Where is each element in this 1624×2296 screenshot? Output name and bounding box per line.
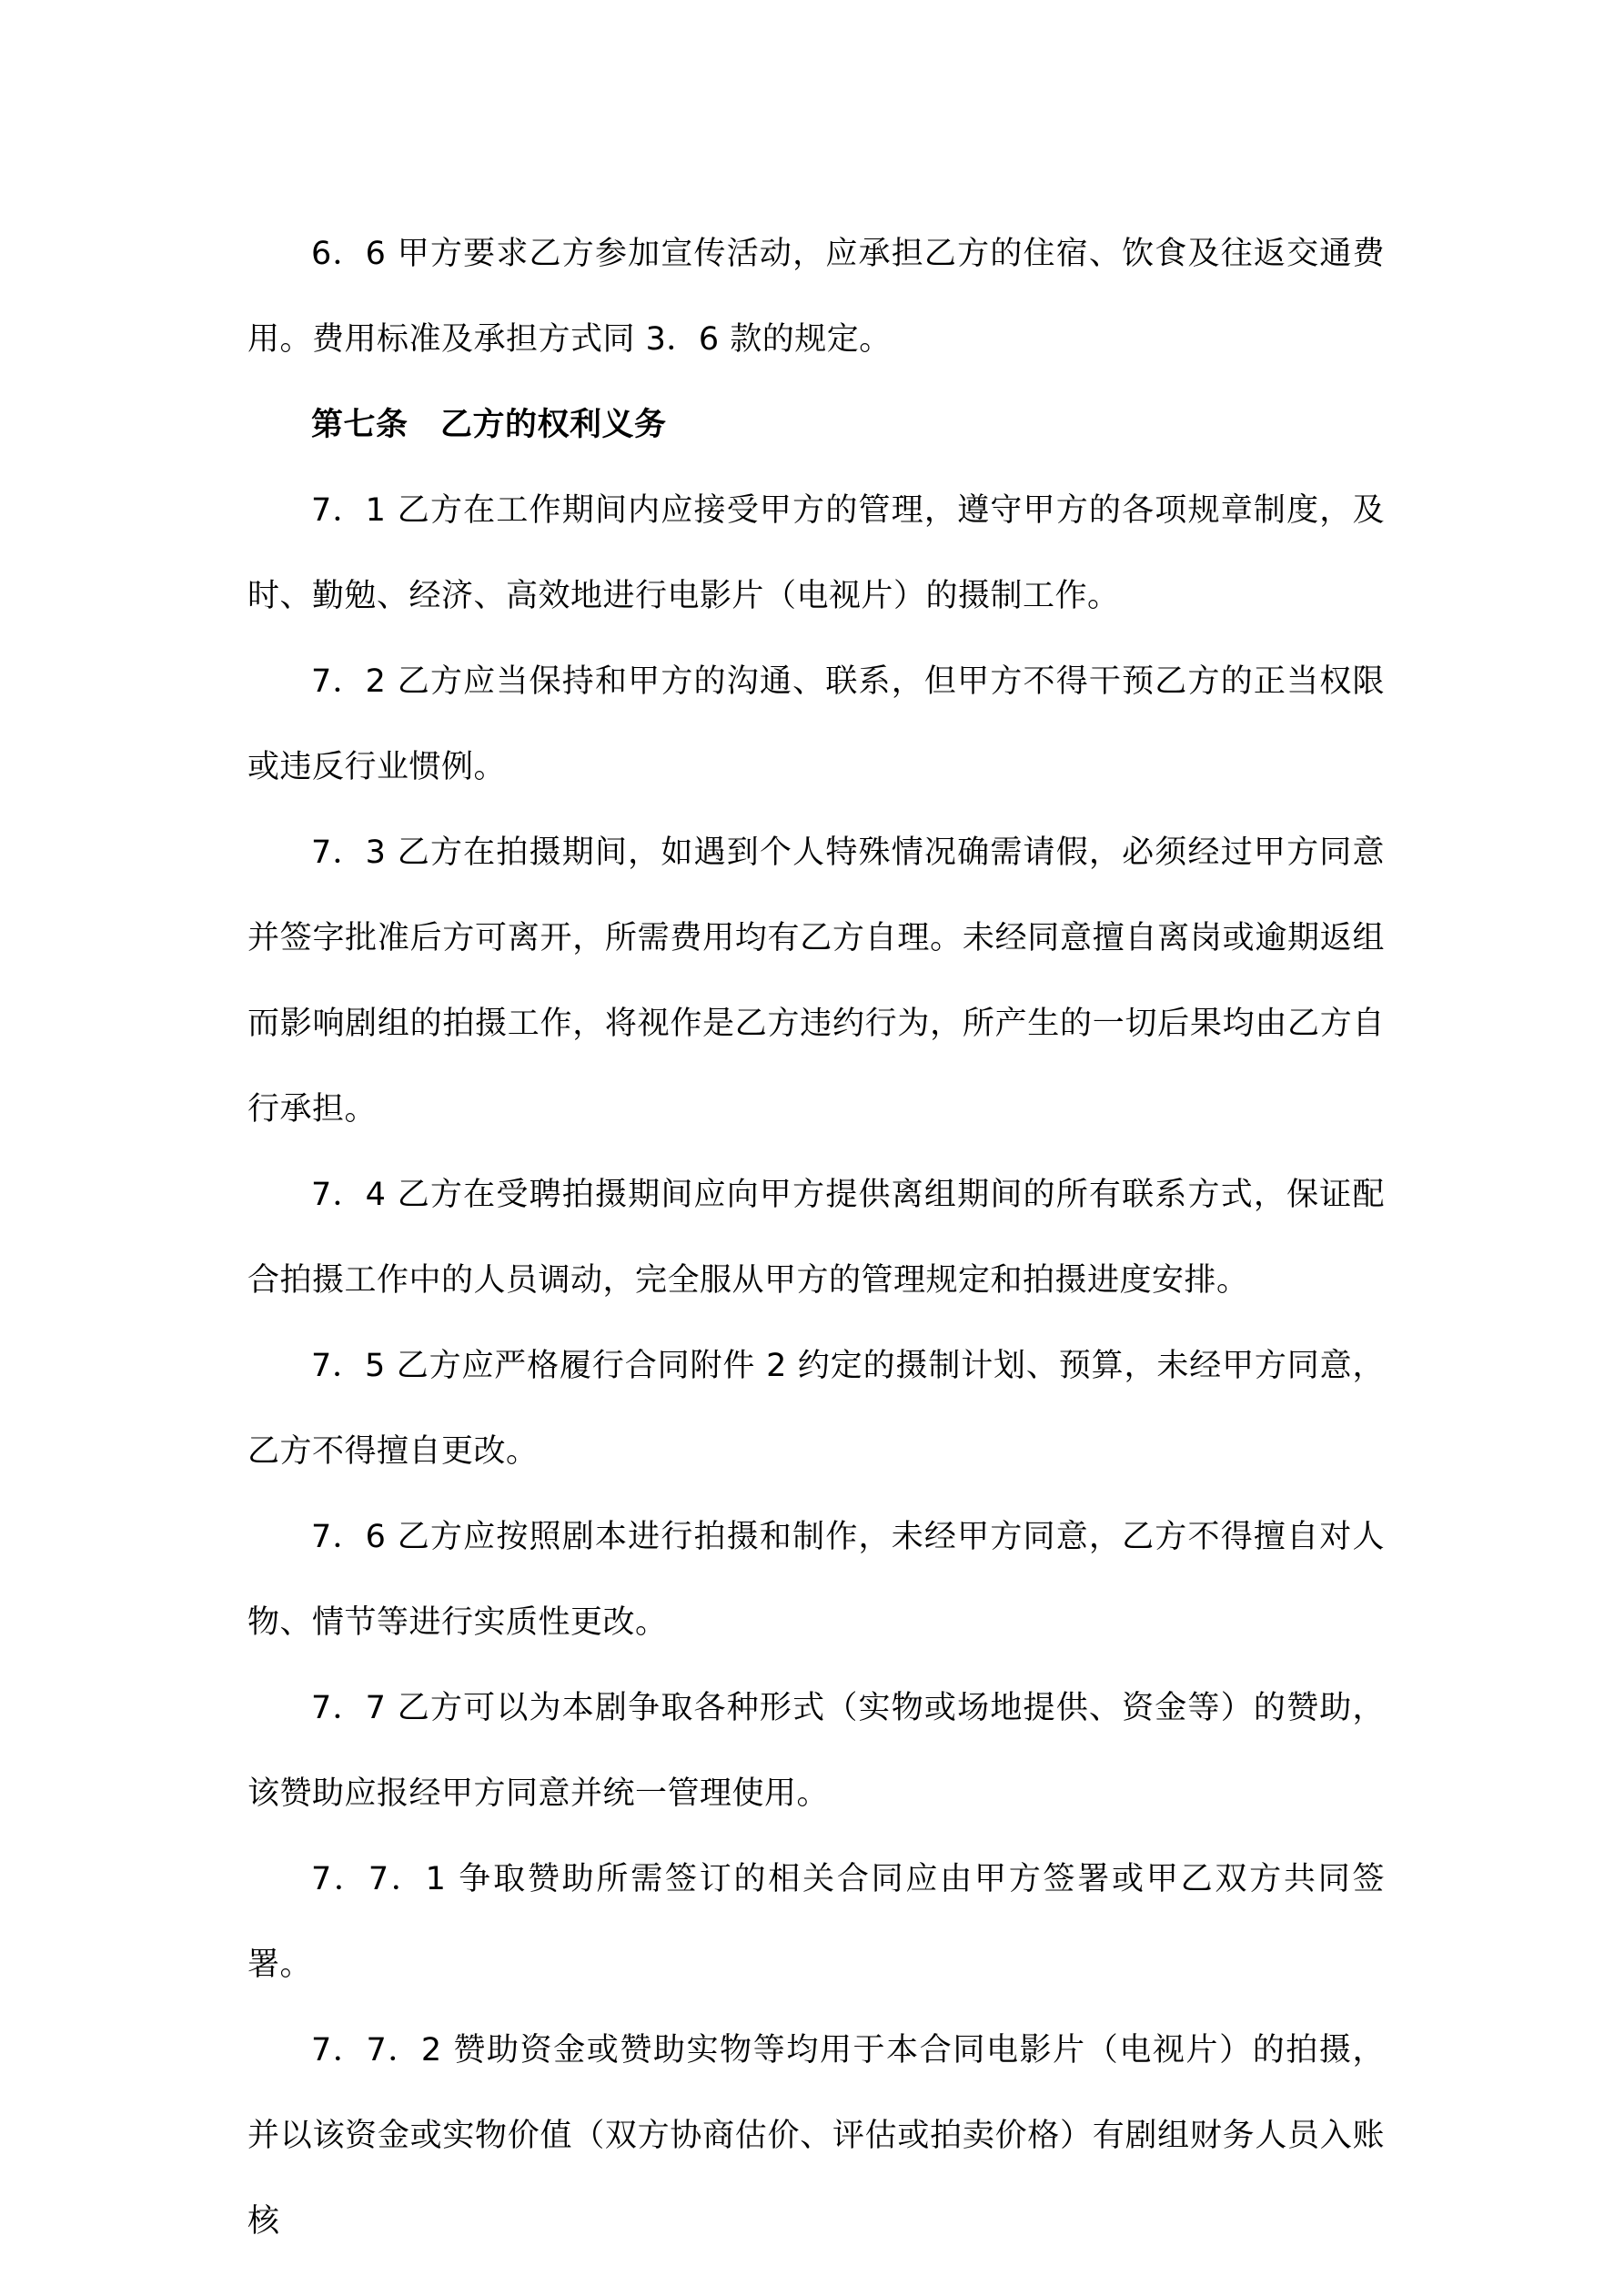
paragraph-7-7: 7．7 乙方可以为本剧争取各种形式（实物或场地提供、资金等）的赞助，该赞助应报经甲方同意并统一管理使用。 — [247, 1690, 1385, 1812]
paragraph-7-6: 7．6 乙方应按照剧本进行拍摄和制作，未经甲方同意，乙方不得擅自对人物、情节等进行实质性更改。 — [247, 1519, 1385, 1641]
paragraph-7-3: 7．3 乙方在拍摄期间，如遇到个人特殊情况确需请假，必须经过甲方同意并签字批准后方可离开，所需费用均有乙方自理。未经同意擅自离岗或逾期返组而影响剧组的拍摄工作，将视作是乙方违约行为，所产生的一切后果均由乙方自行承担。 — [247, 834, 1385, 1128]
paragraph-7-7-2: 7．7．2 赞助资金或赞助实物等均用于本合同电影片（电视片）的拍摄，并以该资金或实物价值（双方协商估价、评估或拍卖价格）有剧组财务人员入账核 — [247, 2032, 1385, 2240]
paragraph-7-2: 7．2 乙方应当保持和甲方的沟通、联系，但甲方不得干预乙方的正当权限或违反行业惯例。 — [247, 663, 1385, 785]
article-7-heading: 第七条 乙方的权利义务 — [311, 407, 667, 443]
paragraph-7-7-1: 7．7．1 争取赞助所需签订的相关合同应由甲方签署或甲乙双方共同签署。 — [247, 1861, 1385, 1983]
paragraph-6-6: 6．6 甲方要求乙方参加宣传活动，应承担乙方的住宿、饮食及往返交通费用。费用标准及承担方式同 3．6 款的规定。 — [247, 236, 1385, 358]
document-body — [247, 211, 1385, 2264]
paragraph-7-4: 7．4 乙方在受聘拍摄期间应向甲方提供离组期间的所有联系方式，保证配合拍摄工作中的人员调动，完全服从甲方的管理规定和拍摄进度安排。 — [247, 1177, 1385, 1299]
paragraph-7-5: 7．5 乙方应严格履行合同附件 2 约定的摄制计划、预算，未经甲方同意，乙方不得擅自更改。 — [247, 1348, 1385, 1470]
paragraph-7-1: 7．1 乙方在工作期间内应接受甲方的管理，遵守甲方的各项规章制度，及时、勤勉、经济、高效地进行电影片（电视片）的摄制工作。 — [247, 492, 1385, 614]
